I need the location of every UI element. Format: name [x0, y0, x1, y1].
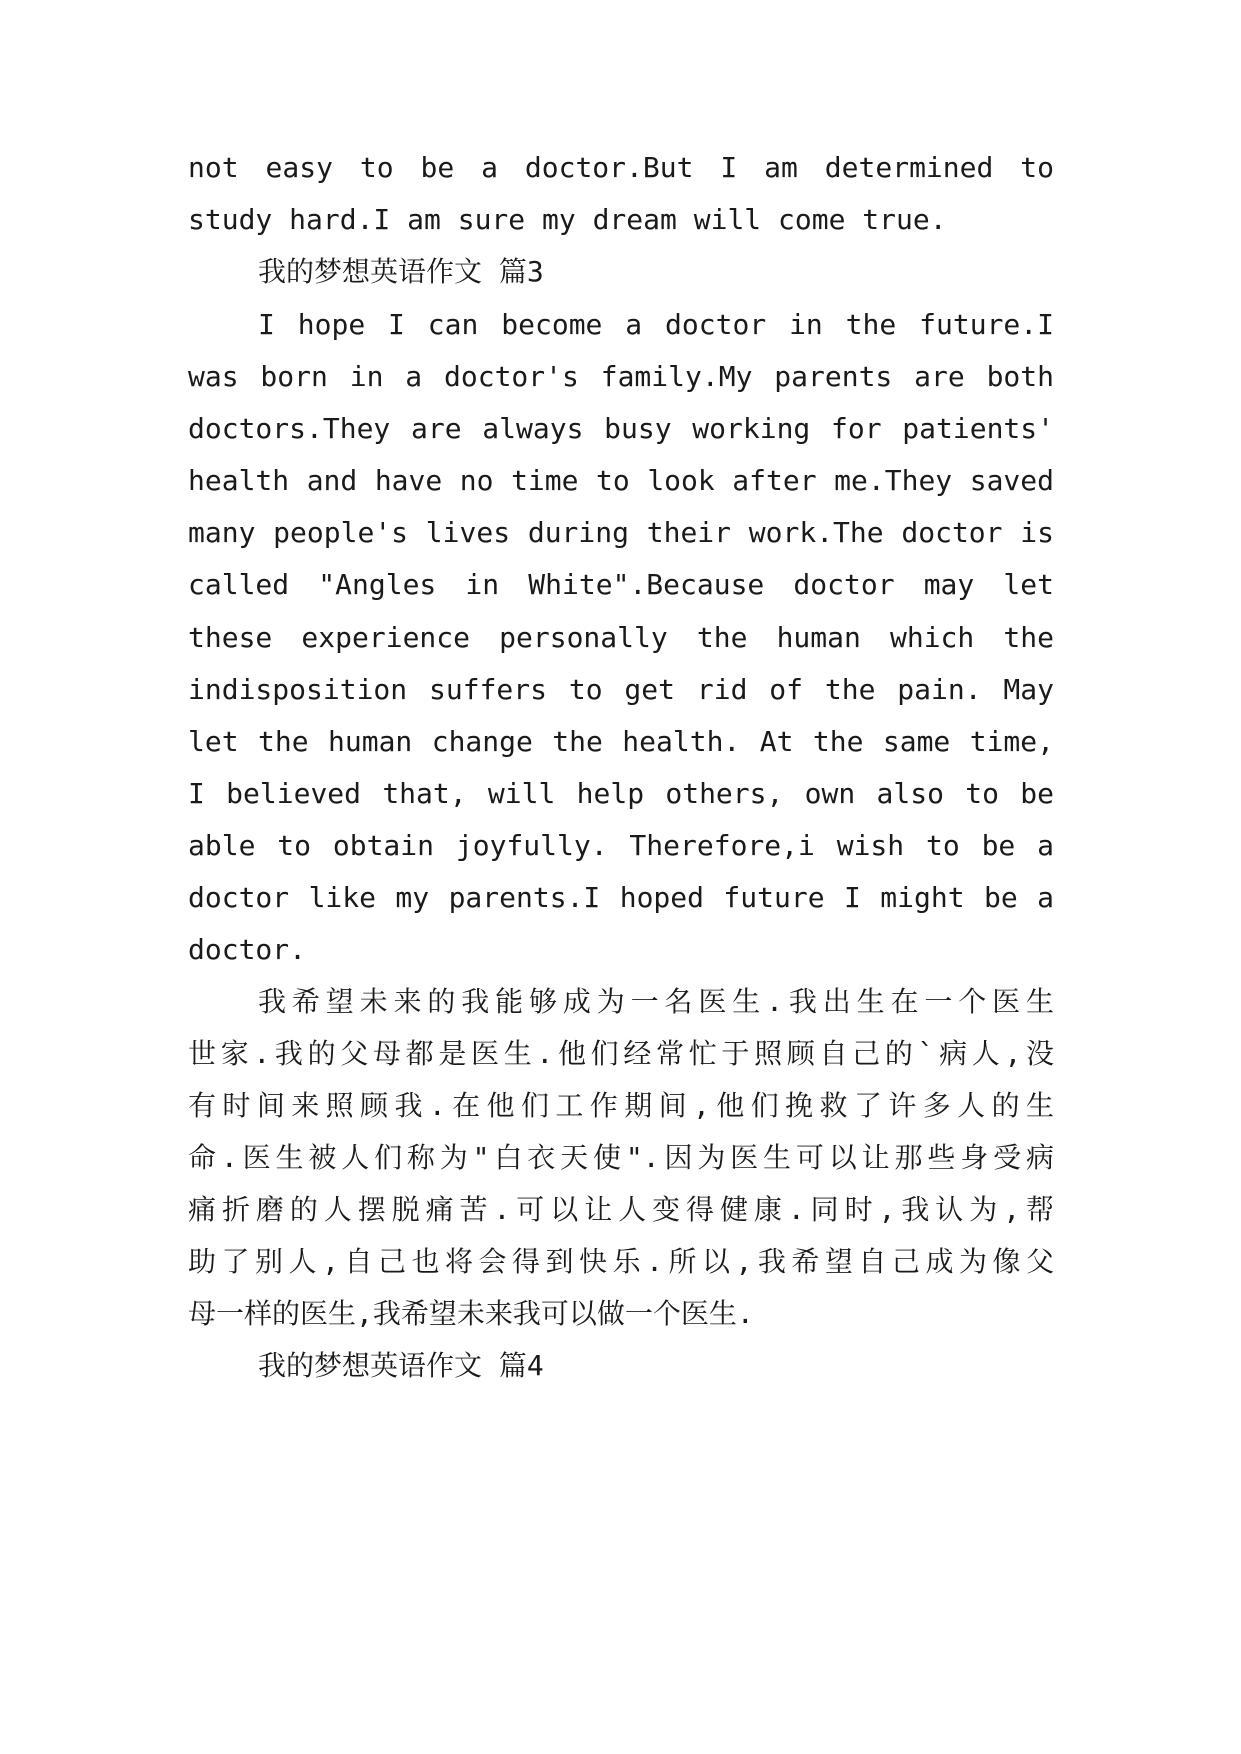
text-line: 助了别人,自己也将会得到快乐.所以,我希望自己成为像父	[188, 1245, 1054, 1278]
text-line: 世家.我的父母都是医生.他们经常忙于照顾自己的`病人,没	[188, 1037, 1054, 1070]
text-line: 命.医生被人们称为"白衣天使".因为医生可以让那些身受病	[188, 1141, 1054, 1174]
text-line: able to obtain joyfully. Therefore,i wish to be a	[188, 829, 1054, 862]
section-heading: 我的梦想英语作文 篇3	[258, 255, 544, 288]
text-line: doctor like my parents.I hoped future I might be a	[188, 881, 1054, 914]
text-line: let the human change the health. At the same time,	[188, 725, 1054, 758]
text-line: indisposition suffers to get rid of the pain. May	[188, 673, 1054, 706]
text-line: doctors.They are always busy working for patients'	[188, 412, 1054, 445]
text-line: not easy to be a doctor.But I am determined to	[188, 151, 1054, 184]
text-line: health and have no time to look after me.They saved	[188, 464, 1054, 497]
text-line: 母一样的医生,我希望未来我可以做一个医生.	[188, 1297, 754, 1330]
text-line: these experience personally the human which the	[188, 621, 1054, 654]
text-line: many people's lives during their work.The doctor is	[188, 516, 1054, 549]
text-line: 有时间来照顾我.在他们工作期间,他们挽救了许多人的生	[188, 1089, 1054, 1122]
text-line: study hard.I am sure my dream will come true.	[188, 203, 947, 236]
text-line: I hope I can become a doctor in the future.I	[258, 308, 1054, 341]
text-line: was born in a doctor's family.My parents are both	[188, 360, 1054, 393]
text-line: doctor.	[188, 933, 307, 966]
text-line: 我希望未来的我能够成为一名医生.我出生在一个医生	[258, 985, 1054, 1018]
text-line: called "Angles in White".Because doctor may let	[188, 568, 1054, 601]
text-line: 痛折磨的人摆脱痛苦.可以让人变得健康.同时,我认为,帮	[188, 1193, 1054, 1226]
text-line: I believed that, will help others, own also to be	[188, 777, 1054, 810]
section-heading: 我的梦想英语作文 篇4	[258, 1349, 544, 1382]
